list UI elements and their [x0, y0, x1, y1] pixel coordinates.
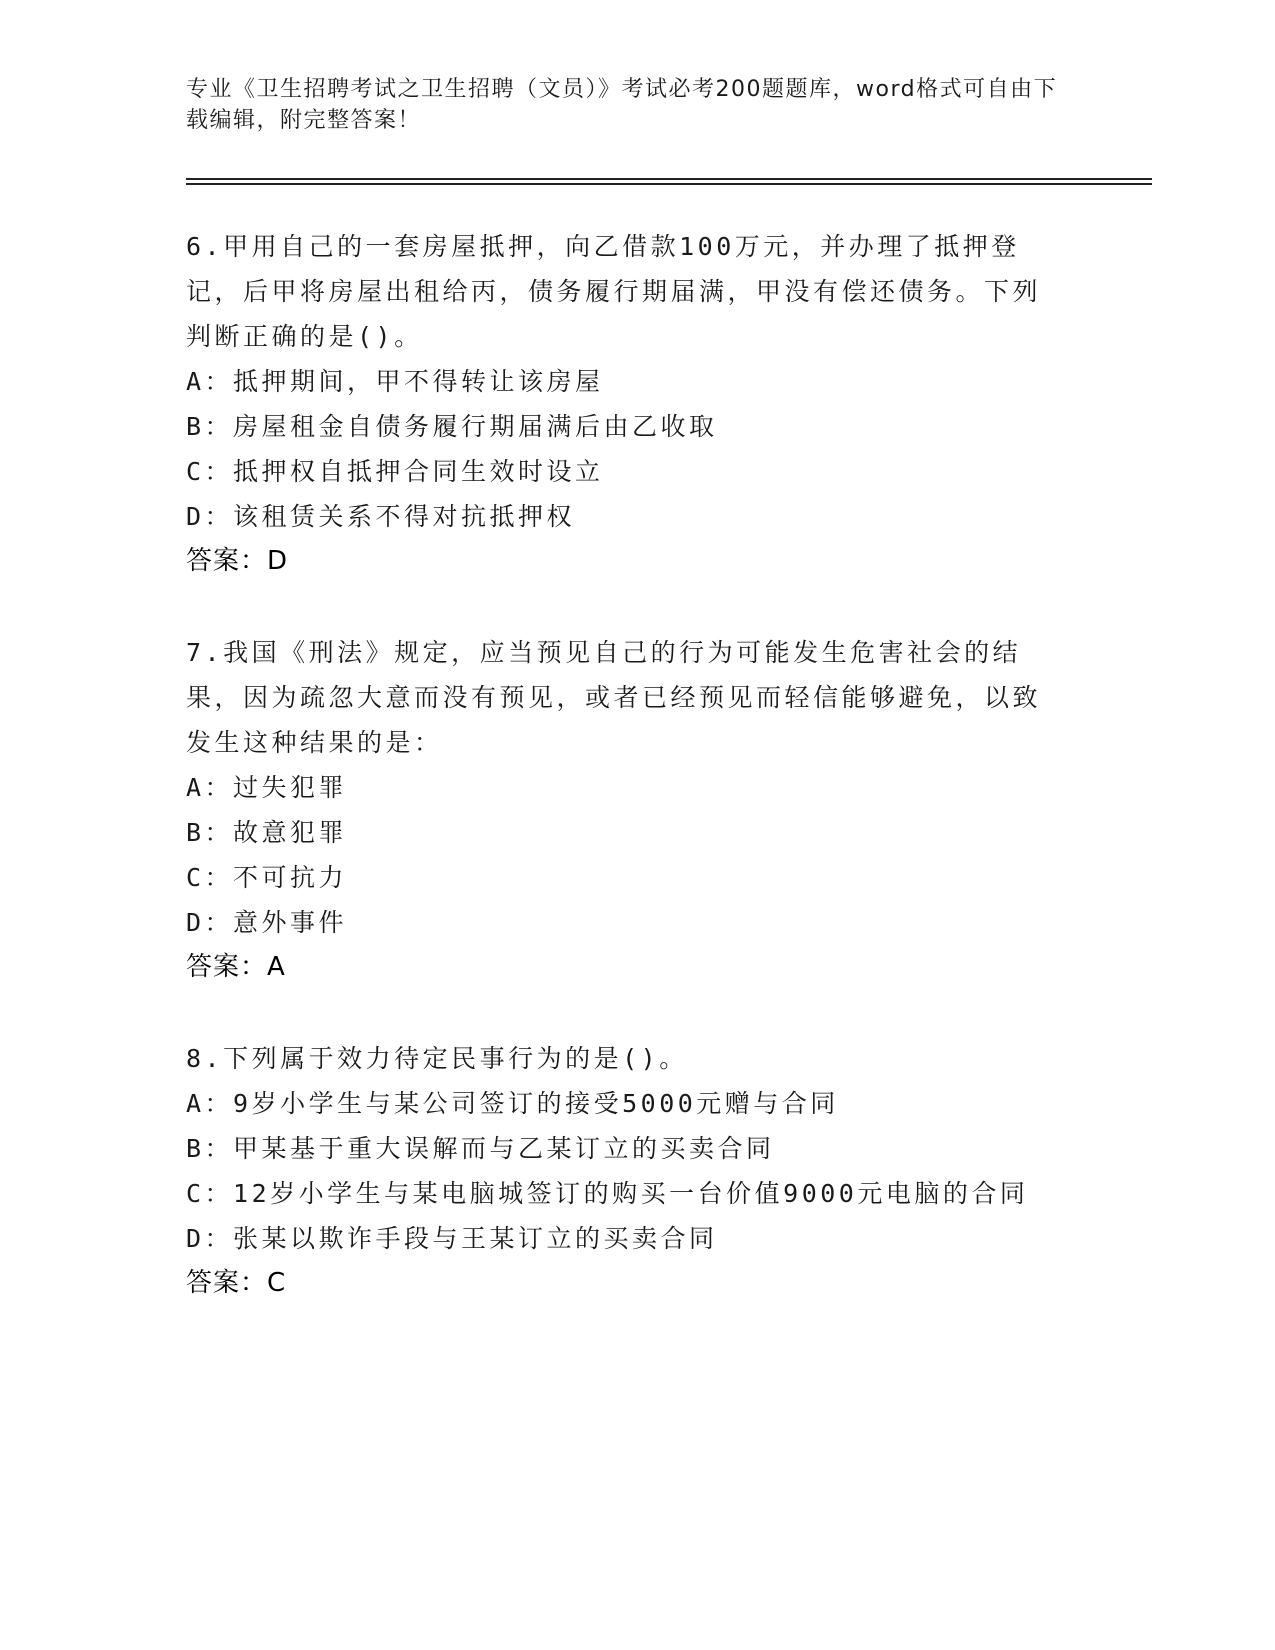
answer: 答案：A — [186, 952, 286, 982]
question-7 — [186, 630, 1066, 990]
option-a: A：过失犯罪 — [186, 773, 348, 802]
option-d: D：意外事件 — [186, 908, 348, 937]
question-stem: 6.甲用自己的一套房屋抵押，向乙借款100万元，并办理了抵押登记，后甲将房屋出租给丙，债务履行期届满，甲没有偿还债务。下列判断正确的是()。 — [186, 232, 1042, 351]
question-6 — [186, 224, 1066, 584]
answer: 答案：D — [186, 546, 289, 576]
option-a: A：抵押期间，甲不得转让该房屋 — [186, 367, 604, 396]
option-c: C：抵押权自抵押合同生效时设立 — [186, 457, 604, 486]
option-c: C：不可抗力 — [186, 863, 348, 892]
option-b: B：甲某基于重大误解而与乙某订立的买卖合同 — [186, 1134, 775, 1163]
option-b: B：故意犯罪 — [186, 818, 348, 847]
header-divider — [186, 178, 1152, 185]
option-d: D：张某以欺诈手段与王某订立的买卖合同 — [186, 1224, 718, 1253]
question-8 — [186, 1036, 1066, 1306]
option-c: C：12岁小学生与某电脑城签订的购买一台价值9000元电脑的合同 — [186, 1179, 1029, 1208]
option-a: A：9岁小学生与某公司签订的接受5000元赠与合同 — [186, 1089, 839, 1118]
answer: 答案：C — [186, 1268, 287, 1298]
header-text: 专业《卫生招聘考试之卫生招聘（文员）》考试必考200题题库，word格式可自由下载编辑，附完整答案！ — [186, 77, 1058, 133]
document-header — [186, 74, 1066, 136]
option-b: B：房屋租金自债务履行期届满后由乙收取 — [186, 412, 718, 441]
question-stem: 7.我国《刑法》规定，应当预见自己的行为可能发生危害社会的结果，因为疏忽大意而没有预见，或者已经预见而轻信能够避免，以致发生这种结果的是： — [186, 638, 1042, 757]
question-stem: 8.下列属于效力待定民事行为的是()。 — [186, 1044, 688, 1073]
option-d: D：该租赁关系不得对抗抵押权 — [186, 502, 576, 531]
